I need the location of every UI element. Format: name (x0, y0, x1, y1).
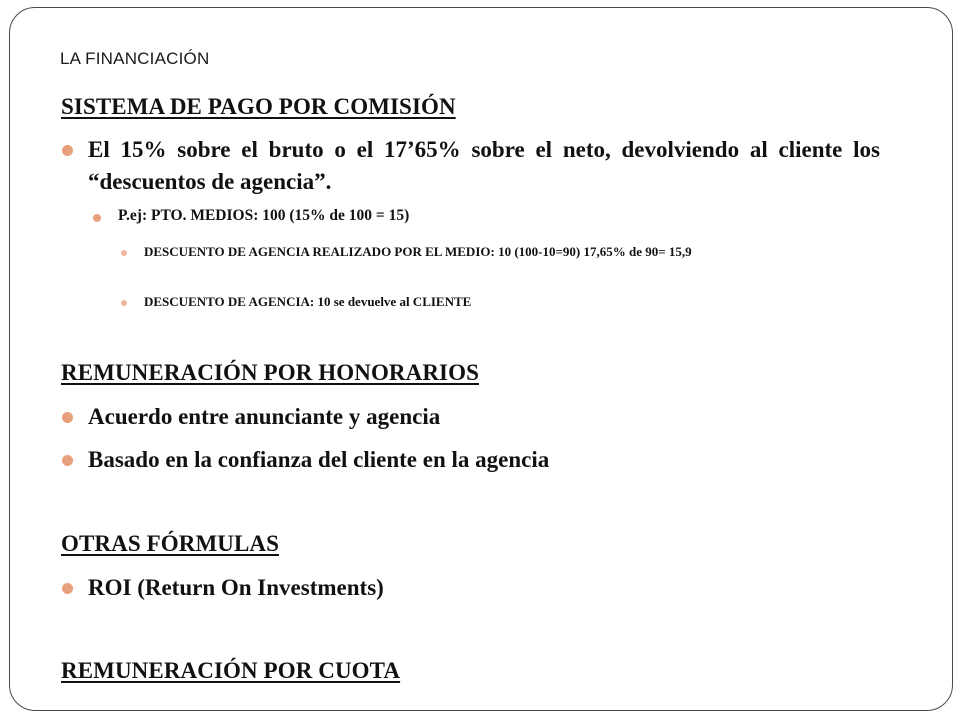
bullet-icon (93, 214, 101, 222)
list-item: ROI (Return On Investments) (88, 575, 384, 600)
section-heading-honorarios: REMUNERACIÓN POR HONORARIOS (61, 360, 479, 385)
list-item: Acuerdo entre anunciante y agencia (88, 404, 441, 429)
bullet-icon (62, 455, 73, 466)
bullet-icon (62, 412, 73, 423)
bullet-icon (62, 145, 73, 156)
section-heading-cuota: REMUNERACIÓN POR CUOTA (61, 658, 401, 683)
bullet-icon (121, 250, 127, 256)
list-item: Basado en la confianza del cliente en la agencia (88, 447, 550, 472)
bullet-icon (121, 300, 127, 306)
list-item: DESCUENTO DE AGENCIA: 10 se devuelve al CLIENTE (144, 294, 472, 309)
slide-title: LA FINANCIACIÓN (60, 49, 210, 68)
section-heading-otras-formulas: OTRAS FÓRMULAS (61, 531, 280, 556)
bullet-icon (62, 583, 73, 594)
list-item: El 15% sobre el bruto o el 17’65% sobre el neto, devolviendo al cliente los “descuentos de agencia”. (88, 137, 880, 194)
list-item: P.ej: PTO. MEDIOS: 100 (15% de 100 = 15) (118, 207, 410, 224)
section-heading-comision: SISTEMA DE PAGO POR COMISIÓN (61, 94, 456, 119)
list-item: DESCUENTO DE AGENCIA REALIZADO POR EL MEDIO: 10 (100-10=90) 17,65% de 90= 15,9 (144, 244, 692, 259)
